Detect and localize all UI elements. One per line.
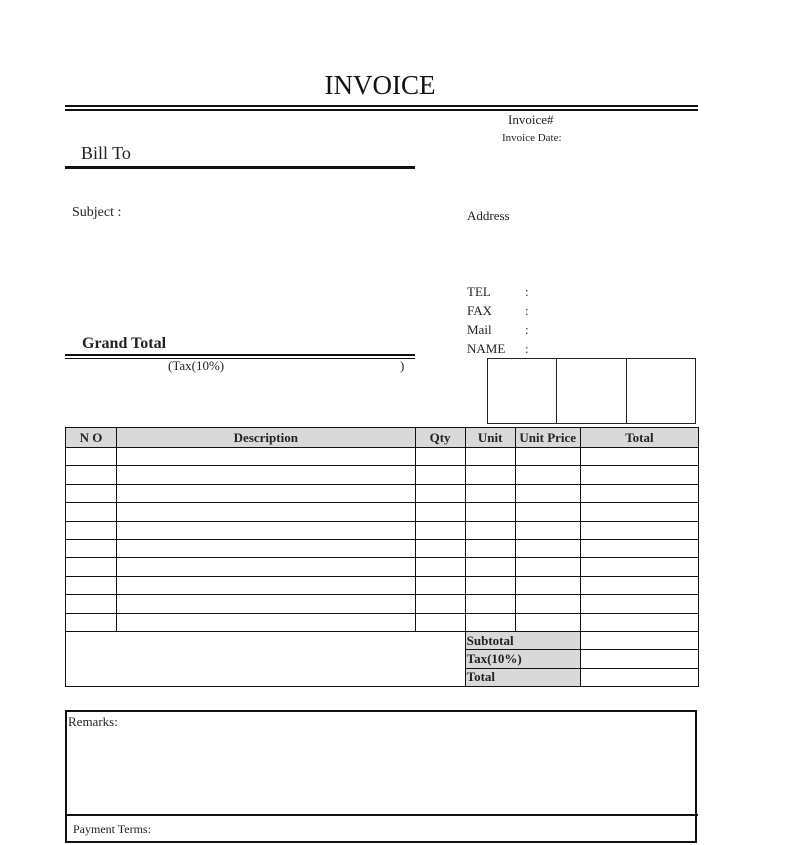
contact-label: NAME [467,341,506,356]
table-cell[interactable] [117,448,415,466]
invoice-title: INVOICE [324,70,436,100]
table-cell[interactable] [580,521,698,539]
table-cell[interactable] [117,558,415,576]
table-cell[interactable] [580,576,698,594]
table-cell[interactable] [117,466,415,484]
table-cell[interactable] [580,613,698,631]
table-cell[interactable] [415,484,465,502]
items-table [65,427,699,687]
grand-total-underline [65,354,415,359]
tax-note-close: ) [400,358,405,373]
table-cell[interactable] [415,539,465,557]
header-unit: Unit [465,428,515,448]
totals-blank-area [66,631,466,686]
bill-to-label: Bill To [81,143,131,163]
table-cell[interactable] [515,576,580,594]
contact-label: FAX [467,303,493,318]
table-cell[interactable] [465,448,515,466]
table-cell[interactable] [465,613,515,631]
table-cell[interactable] [515,613,580,631]
subtotal-row [66,631,699,649]
table-cell[interactable] [117,539,415,557]
header-total: Total [580,428,698,448]
table-cell[interactable] [515,503,580,521]
table-cell[interactable] [465,484,515,502]
table-cell[interactable] [117,613,415,631]
stamp-box [557,359,626,423]
table-cell[interactable] [515,466,580,484]
table-cell[interactable] [515,448,580,466]
table-cell[interactable] [465,466,515,484]
tax-label: Tax(10%) [465,650,580,668]
table-cell[interactable] [515,558,580,576]
contact-row-fax [467,301,529,320]
table-row [66,448,699,466]
table-cell[interactable] [415,448,465,466]
contact-row-tel [467,282,529,301]
table-cell[interactable] [66,484,117,502]
table-cell[interactable] [415,595,465,613]
remarks-label: Remarks: [68,714,118,729]
table-cell[interactable] [580,466,698,484]
table-cell[interactable] [66,595,117,613]
tax-value[interactable] [580,650,698,668]
invoice-date-label: Invoice Date: [502,132,562,144]
table-row [66,484,699,502]
table-row [66,595,699,613]
total-value[interactable] [580,668,698,686]
header-unit-price: Unit Price [515,428,580,448]
header-no: N O [66,428,117,448]
table-cell[interactable] [580,484,698,502]
table-row [66,613,699,631]
contact-separator: : [525,284,529,299]
table-cell[interactable] [515,484,580,502]
contact-row-mail [467,320,529,339]
bill-to-underline [65,166,415,169]
table-cell[interactable] [580,595,698,613]
contact-label: Mail [467,322,492,337]
subject-label: Subject : [72,205,122,220]
table-row [66,521,699,539]
stamp-boxes [487,358,696,424]
table-row [66,503,699,521]
remarks-box[interactable] [65,710,697,843]
header-qty: Qty [415,428,465,448]
item-rows [66,448,699,632]
table-cell[interactable] [465,503,515,521]
subtotal-value[interactable] [580,631,698,649]
table-cell[interactable] [515,521,580,539]
table-cell[interactable] [117,503,415,521]
table-cell[interactable] [580,558,698,576]
stamp-box [488,359,557,423]
table-cell[interactable] [465,595,515,613]
table-cell[interactable] [415,466,465,484]
table-cell[interactable] [465,558,515,576]
contact-separator: : [525,322,529,337]
table-cell[interactable] [66,448,117,466]
table-cell[interactable] [415,576,465,594]
payment-terms-label: Payment Terms: [73,822,151,836]
subtotal-label: Subtotal [465,631,580,649]
contact-row-name [467,339,529,358]
grand-total-label: Grand Total [82,335,167,352]
header-description: Description [117,428,415,448]
payment-terms-divider [65,814,698,816]
table-cell[interactable] [415,521,465,539]
contact-block [467,282,529,358]
table-cell[interactable] [66,576,117,594]
table-cell[interactable] [66,466,117,484]
table-cell[interactable] [117,484,415,502]
table-row [66,466,699,484]
table-cell[interactable] [465,576,515,594]
table-cell[interactable] [66,503,117,521]
table-cell[interactable] [66,521,117,539]
table-cell[interactable] [515,539,580,557]
table-cell[interactable] [515,595,580,613]
table-row [66,558,699,576]
contact-separator: : [525,303,529,318]
address-label: Address [467,208,510,223]
table-cell[interactable] [465,539,515,557]
table-cell[interactable] [465,521,515,539]
contact-separator: : [525,341,529,356]
contact-label: TEL [467,284,491,299]
table-cell[interactable] [117,576,415,594]
table-cell[interactable] [415,558,465,576]
table-cell[interactable] [580,539,698,557]
table-cell[interactable] [415,503,465,521]
table-row [66,539,699,557]
table-cell[interactable] [580,503,698,521]
table-header-row [66,428,699,448]
table-cell[interactable] [66,558,117,576]
table-row [66,576,699,594]
title-divider [65,105,698,111]
table-cell[interactable] [580,448,698,466]
table-cell[interactable] [66,539,117,557]
table-cell[interactable] [117,521,415,539]
table-cell[interactable] [66,613,117,631]
table-cell[interactable] [415,613,465,631]
tax-note: (Tax(10%) [168,358,225,373]
table-cell[interactable] [117,595,415,613]
invoice-number-label: Invoice# [508,112,554,127]
total-label: Total [465,668,580,686]
stamp-box [627,359,695,423]
